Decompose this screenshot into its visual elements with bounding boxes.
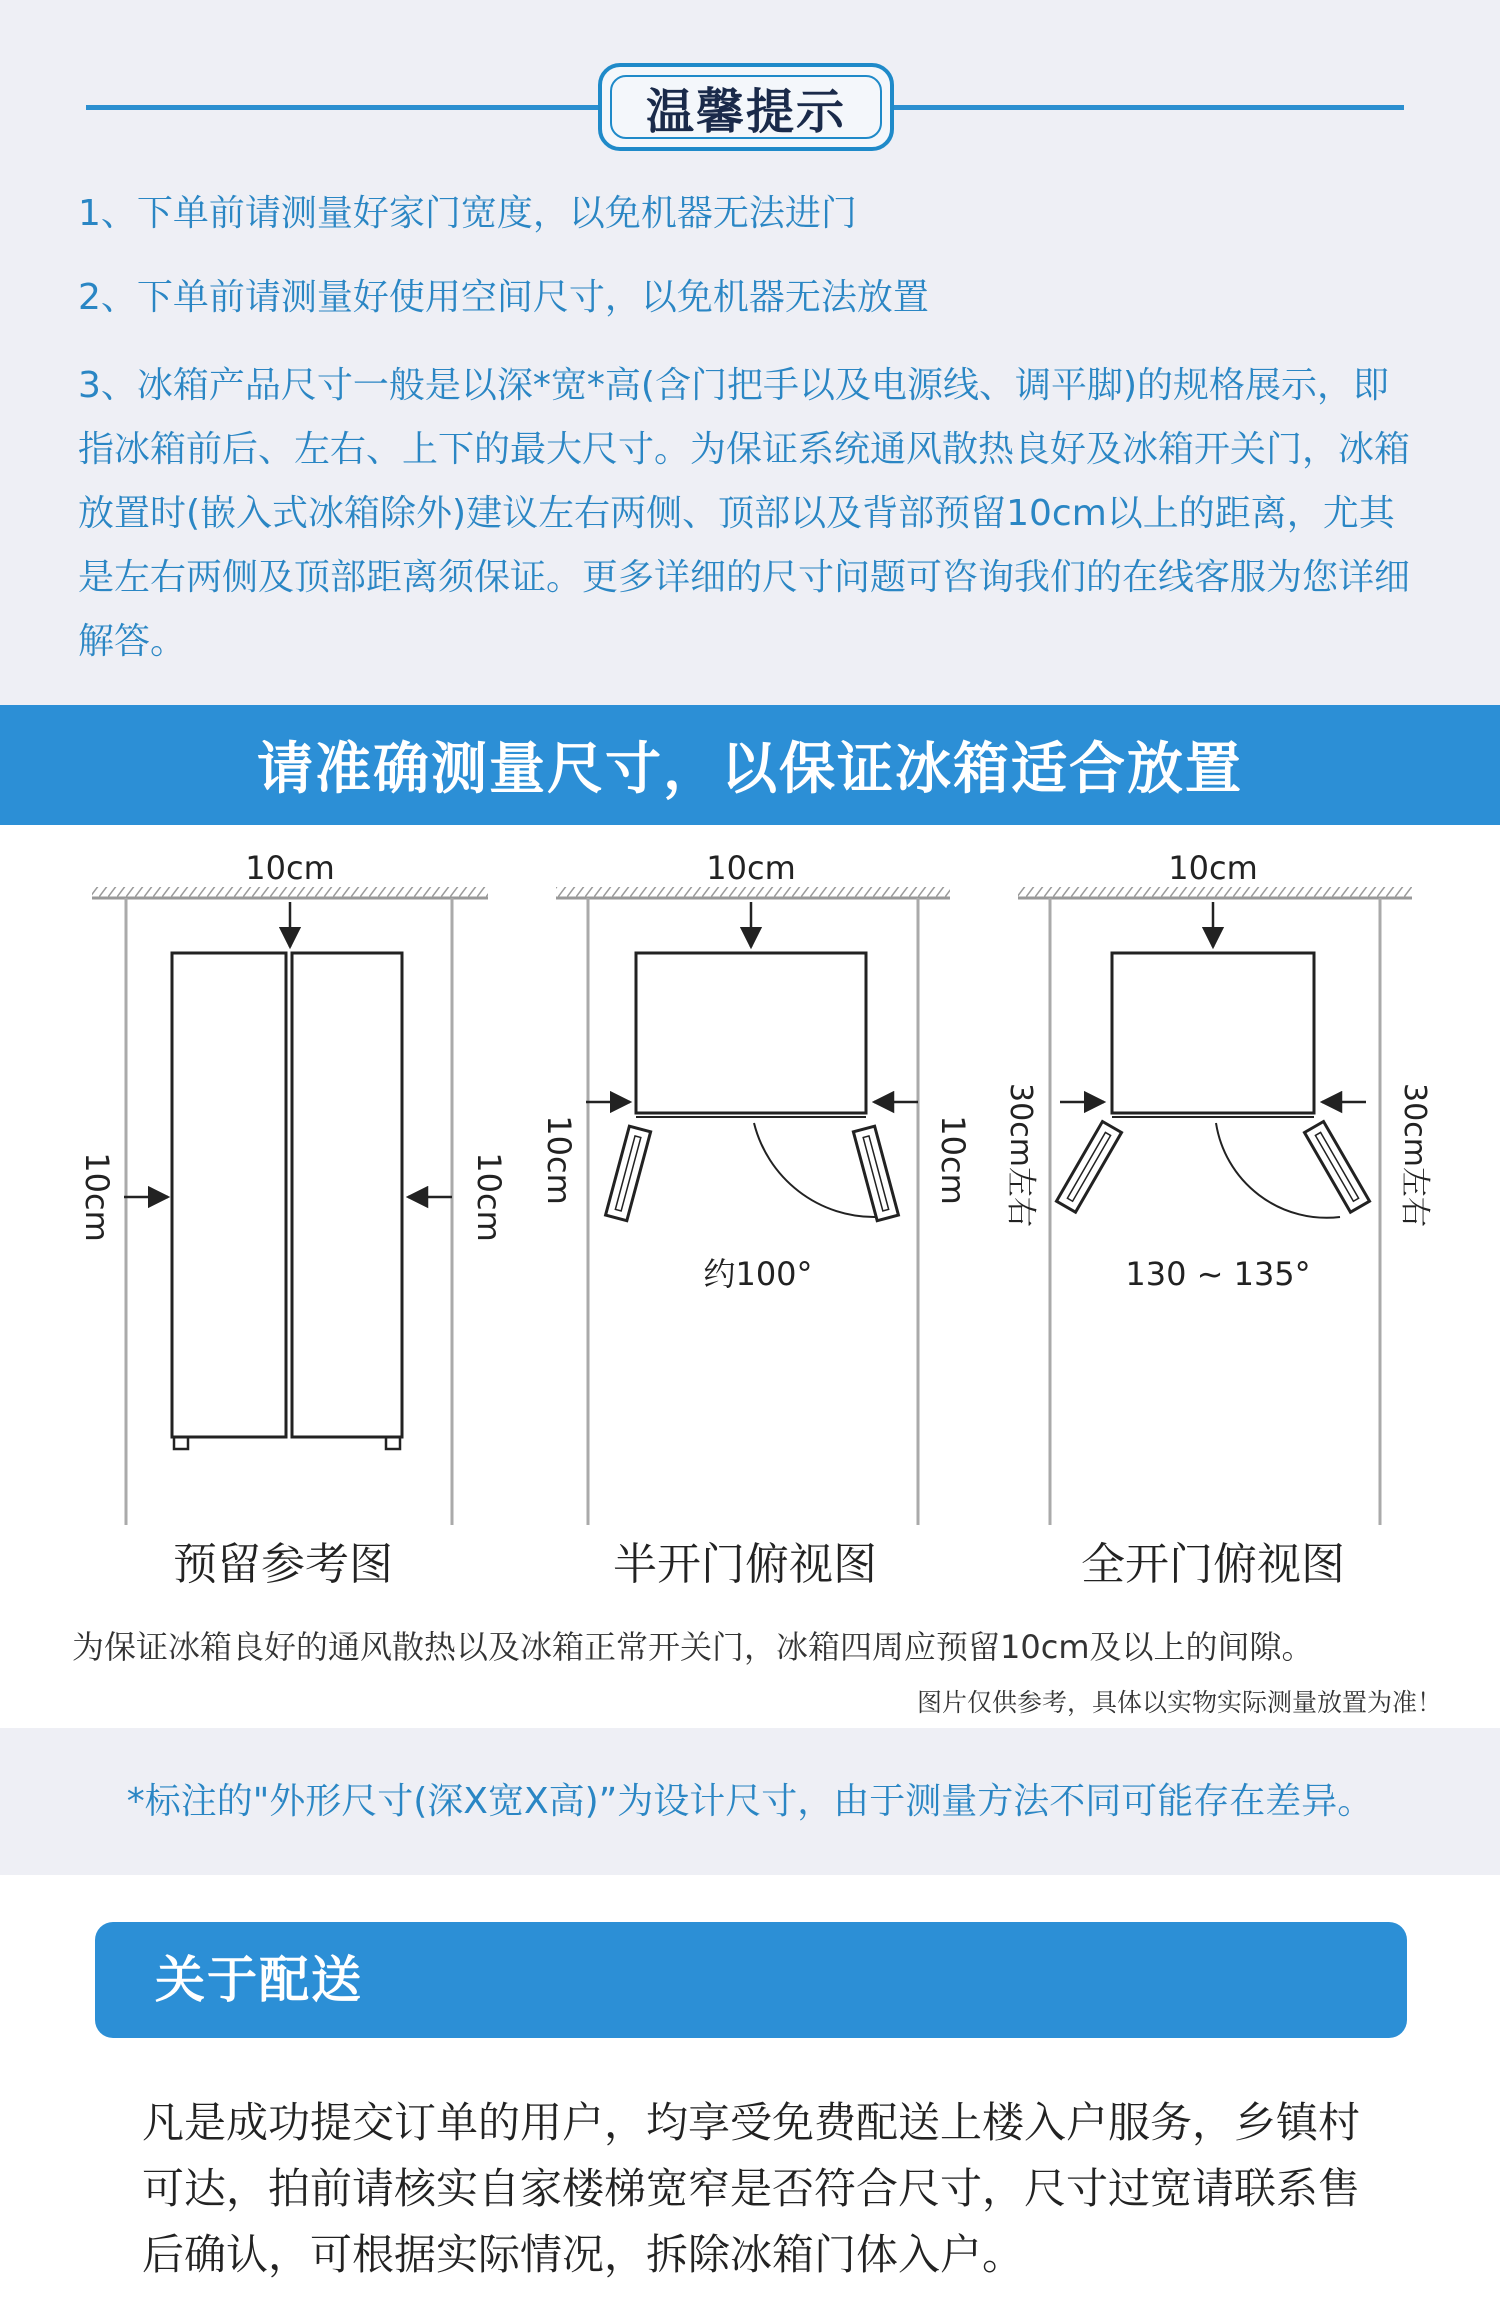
delivery-text: 凡是成功提交订单的用户，均享受免费配送上楼入户服务，乡镇村可达，拍前请核实自家楼梯宽窄是否符合尺寸，尺寸过宽请联系售后确认，可根据实际情况，拆除冰箱门体入户。 xyxy=(142,2098,1361,2279)
caption-half-open: 半开门俯视图 xyxy=(613,1539,877,1590)
door-left-open xyxy=(606,1126,651,1221)
angle-label: 130 ~ 135° xyxy=(1125,1255,1311,1293)
tip-item-3: 3、冰箱产品尺寸一般是以深*宽*高(含门把手以及电源线、调平脚)的规格展示，即指冰箱前后、左右、上下的最大尺寸。为保证系统通风散热良好及冰箱开关门，冰箱放置时(嵌入式冰箱除外)建议左右两侧、顶部以及背部预留10cm以上的距离，尤其是左右两侧及顶部距离须保证。更多详细的尺寸问题可咨询我们的在线客服为您详细解答。 xyxy=(78,365,1411,662)
title-line-left xyxy=(86,105,598,110)
label-right: 10cm xyxy=(470,1152,508,1242)
angle-label: 约100° xyxy=(703,1255,813,1293)
delivery-title: 关于配送 xyxy=(155,1951,363,2009)
design-size-band xyxy=(0,1728,1500,1875)
reference-disclaimer: 图片仅供参考，具体以实物实际测量放置为准！ xyxy=(916,1688,1442,1717)
tips-section xyxy=(0,0,1500,705)
fridge-foot-left xyxy=(174,1437,188,1449)
door-right-open xyxy=(1304,1122,1369,1213)
measure-title: 请准确测量尺寸，以保证冰箱适合放置 xyxy=(257,737,1243,802)
label-left: 30cm左右 xyxy=(1003,1083,1038,1227)
door-left-open xyxy=(1056,1122,1121,1213)
delivery-section xyxy=(0,1875,1500,2322)
fridge-door-left xyxy=(172,953,286,1437)
fridge-body xyxy=(636,953,866,1113)
label-top: 10cm xyxy=(706,849,796,887)
tip-item-1: 1、下单前请测量好家门宽度，以免机器无法进门 xyxy=(78,193,857,234)
delivery-header xyxy=(95,1922,1407,2038)
diagram-half-open-top-view xyxy=(540,849,972,1525)
label-top: 10cm xyxy=(1168,849,1258,887)
fridge-body xyxy=(1112,953,1314,1113)
tip-item-2: 2、下单前请测量好使用空间尺寸，以免机器无法放置 xyxy=(78,277,929,318)
door-swing-arc xyxy=(754,1123,876,1217)
tips-title: 温馨提示 xyxy=(645,83,846,140)
title-line-right xyxy=(894,105,1404,110)
clearance-diagrams xyxy=(0,825,1500,1605)
caption-reserve-reference: 预留参考图 xyxy=(173,1539,393,1590)
label-top: 10cm xyxy=(245,849,335,887)
fridge-foot-right xyxy=(386,1437,400,1449)
diagram-full-open-top-view xyxy=(1003,849,1432,1525)
tips-title-badge xyxy=(598,63,894,151)
label-left: 10cm xyxy=(78,1152,116,1242)
diagram-area xyxy=(0,825,1500,1728)
caption-full-open: 全开门俯视图 xyxy=(1081,1539,1345,1590)
label-right: 10cm xyxy=(934,1115,972,1205)
measure-banner xyxy=(0,705,1500,825)
diagram-reserve-reference xyxy=(78,849,508,1525)
label-right: 30cm左右 xyxy=(1397,1083,1432,1227)
fridge-door-right xyxy=(292,953,402,1437)
label-left: 10cm xyxy=(540,1115,578,1205)
door-right-open xyxy=(853,1126,898,1221)
clearance-note: 为保证冰箱良好的通风散热以及冰箱正常开关门，冰箱四周应预留10cm及以上的间隙。 xyxy=(72,1628,1314,1666)
design-size-note: *标注的"外形尺寸(深X宽X高)”为设计尺寸，由于测量方法不同可能存在差异。 xyxy=(126,1781,1374,1822)
